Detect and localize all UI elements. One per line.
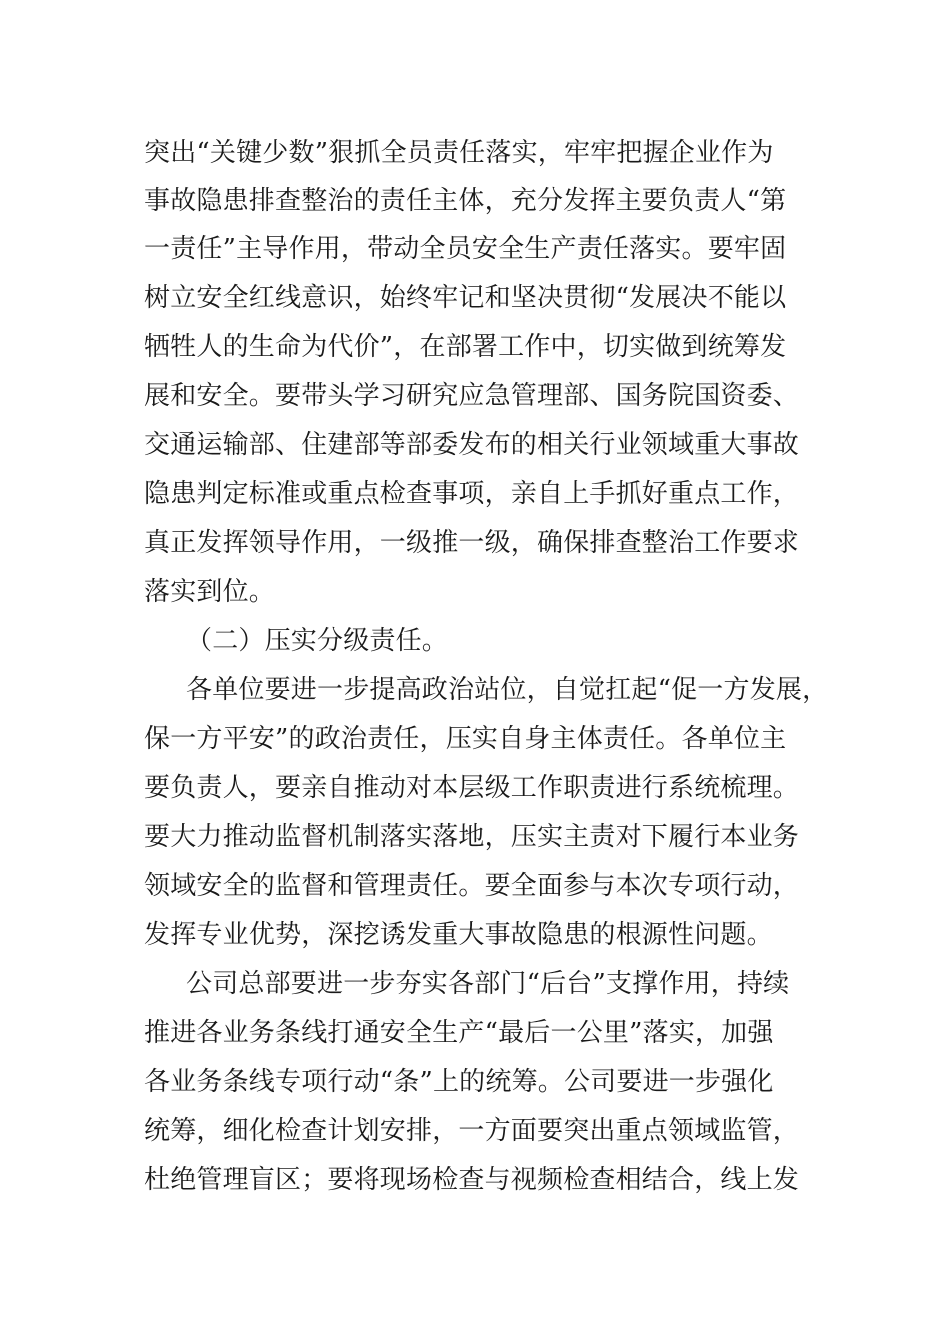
text-line: 树立安全红线意识，始终牢记和坚决贯彻“发展决不能以 — [144, 283, 787, 313]
text-line: 隐患判定标准或重点检查事项，亲自上手抓好重点工作， — [144, 479, 800, 509]
text-line: 牺牲人的生命为代价”，在部署工作中，切实做到统筹发 — [144, 332, 787, 362]
text-line: 保一方平安”的政治责任，压实自身主体责任。各单位主 — [144, 724, 787, 754]
text-line: 发挥专业优势，深挖诱发重大事故隐患的根源性问题。 — [144, 920, 773, 950]
text-line: 各业务条线专项行动“条”上的统筹。公司要进一步强化 — [144, 1067, 774, 1097]
section-heading: （二）压实分级责任。 — [186, 626, 449, 656]
text-line: 各单位要进一步提高政治站位，自觉扛起“促一方发展， — [186, 675, 829, 705]
text-line: 交通运输部、住建部等部委发布的相关行业领域重大事故 — [144, 430, 800, 460]
text-line: 要负责人，要亲自推动对本层级工作职责进行系统梳理。 — [144, 773, 800, 803]
text-line: 领域安全的监督和管理责任。要全面参与本次专项行动， — [144, 871, 800, 901]
text-line: 要大力推动监督机制落实落地，压实主责对下履行本业务 — [144, 822, 800, 852]
text-line: 事故隐患排查整治的责任主体，充分发挥主要负责人“第 — [144, 186, 787, 216]
text-line: 突出“关键少数”狠抓全员责任落实，牢牢把握企业作为 — [144, 138, 774, 168]
text-line: 推进各业务条线打通安全生产“最后一公里”落实，加强 — [144, 1018, 774, 1048]
text-line: 真正发挥领导作用，一级推一级，确保排查整治工作要求 — [144, 528, 800, 558]
text-line: 展和安全。要带头学习研究应急管理部、国务院国资委、 — [144, 381, 800, 411]
text-line: 一责任”主导作用，带动全员安全生产责任落实。要牢固 — [144, 234, 787, 264]
text-line: 杜绝管理盲区；要将现场检查与视频检查相结合，线上发 — [144, 1165, 800, 1195]
text-line: 统筹，细化检查计划安排，一方面要突出重点领域监管， — [144, 1116, 800, 1146]
text-line: 落实到位。 — [144, 577, 276, 607]
text-line: 公司总部要进一步夯实各部门“后台”支撑作用，持续 — [186, 969, 790, 999]
